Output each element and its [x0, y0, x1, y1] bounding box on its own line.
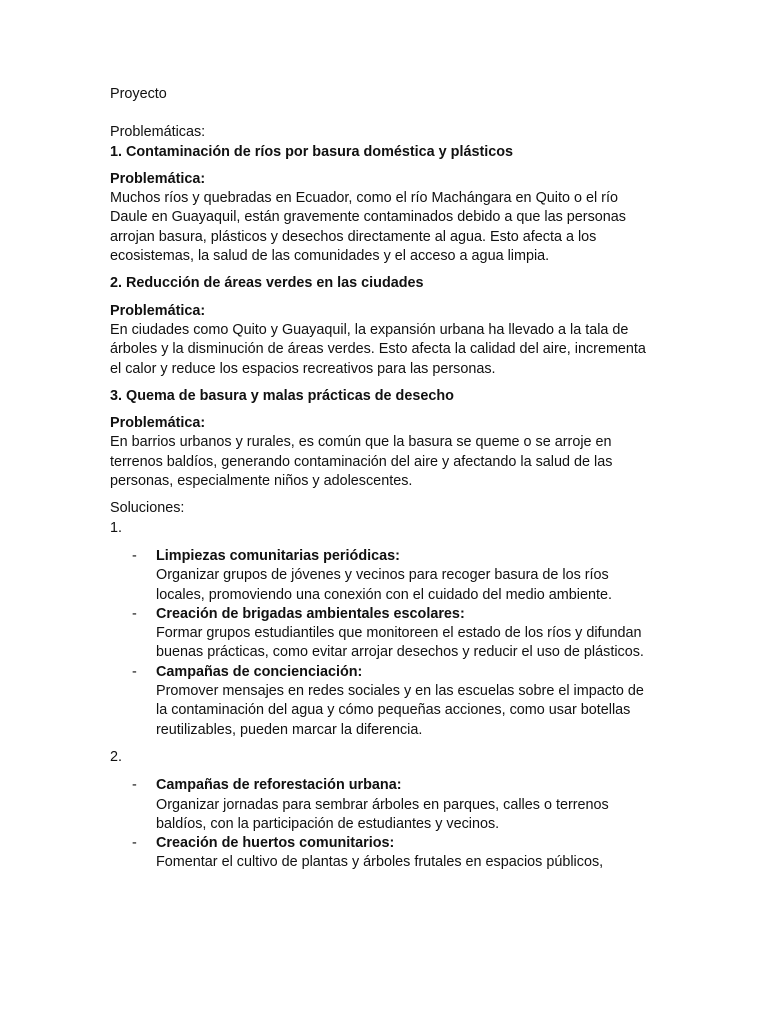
- solution-text: Fomentar el cultivo de plantas y árboles frutales en espacios públicos,: [156, 854, 604, 871]
- problem-label: Problemática:: [110, 170, 206, 187]
- solution-group-number: 1.: [110, 519, 123, 536]
- solution-title: Campañas de reforestación urbana:: [156, 777, 402, 794]
- solution-text: Formar grupos estudiantiles que monitoreen el estado de los ríos y difundan buenas prácticas, como evitar arrojar desechos y reducir el uso de plásticos.: [156, 625, 644, 661]
- document-body: [110, 85, 658, 873]
- list-item: [110, 834, 658, 873]
- list-item: [110, 547, 658, 605]
- problem-text: En ciudades como Quito y Guayaquil, la expansión urbana ha llevado a la tala de árboles y la disminución de áreas verdes. Esto afecta la calidad del aire, incrementa el calor y reduce los espacios recreativos para las personas.: [110, 321, 646, 377]
- dash-bullet: -: [132, 605, 137, 622]
- problem-text: Muchos ríos y quebradas en Ecuador, como el río Machángara en Quito o el río Daule en Guayaquil, están gravemente contaminados debido a que las personas arrojan basura, plásticos y desechos directamente al agua. Esto afecta a los ecosistemas, la salud de las comunidades y el acceso a agua limpia.: [110, 190, 627, 265]
- dash-bullet: -: [132, 777, 137, 794]
- problem-heading: 1. Contaminación de ríos por basura doméstica y plásticos: [110, 143, 514, 160]
- solution-list: [110, 547, 658, 740]
- solution-title: Creación de huertos comunitarios:: [156, 835, 395, 852]
- solution-group-1: [110, 519, 658, 740]
- solution-text: Organizar jornadas para sembrar árboles en parques, calles o terrenos baldíos, con la participación de estudiantes y vecinos.: [156, 796, 609, 832]
- problem-heading: 3. Quema de basura y malas prácticas de desecho: [110, 387, 454, 404]
- solution-group-number: 2.: [110, 748, 123, 765]
- solutions-heading: Soluciones:: [110, 500, 185, 517]
- solution-group-2: [110, 748, 658, 873]
- problem-heading: 2. Reducción de áreas verdes en las ciudades: [110, 275, 424, 292]
- list-item: [110, 663, 658, 740]
- problem-label: Problemática:: [110, 302, 206, 319]
- problems-heading: Problemáticas:: [110, 124, 206, 141]
- solution-text: Organizar grupos de jóvenes y vecinos para recoger basura de los ríos locales, promoviendo una conexión con el cuidado del medio ambiente.: [156, 567, 612, 603]
- dash-bullet: -: [132, 547, 137, 564]
- list-item: [110, 605, 658, 663]
- problem-1: [110, 143, 658, 267]
- problem-3: [110, 387, 658, 491]
- solution-title: Creación de brigadas ambientales escolares:: [156, 605, 465, 622]
- solution-title: Campañas de concienciación:: [156, 663, 363, 680]
- list-item: [110, 776, 658, 834]
- solution-list: [110, 776, 658, 872]
- problem-label: Problemática:: [110, 415, 206, 432]
- solution-title: Limpiezas comunitarias periódicas:: [156, 547, 400, 564]
- problem-2: [110, 274, 658, 378]
- solution-text: Promover mensajes en redes sociales y en las escuelas sobre el impacto de la contaminación del agua y cómo pequeñas acciones, como usar botellas reutilizables, pueden marcar la diferencia.: [156, 683, 644, 738]
- dash-bullet: -: [132, 663, 137, 680]
- dash-bullet: -: [132, 835, 137, 852]
- problem-text: En barrios urbanos y rurales, es común que la basura se queme o se arroje en terrenos baldíos, generando contaminación del aire y afectando la salud de las personas, especialmente niños y adolescentes.: [110, 434, 613, 490]
- document-title: Proyecto: [110, 86, 167, 102]
